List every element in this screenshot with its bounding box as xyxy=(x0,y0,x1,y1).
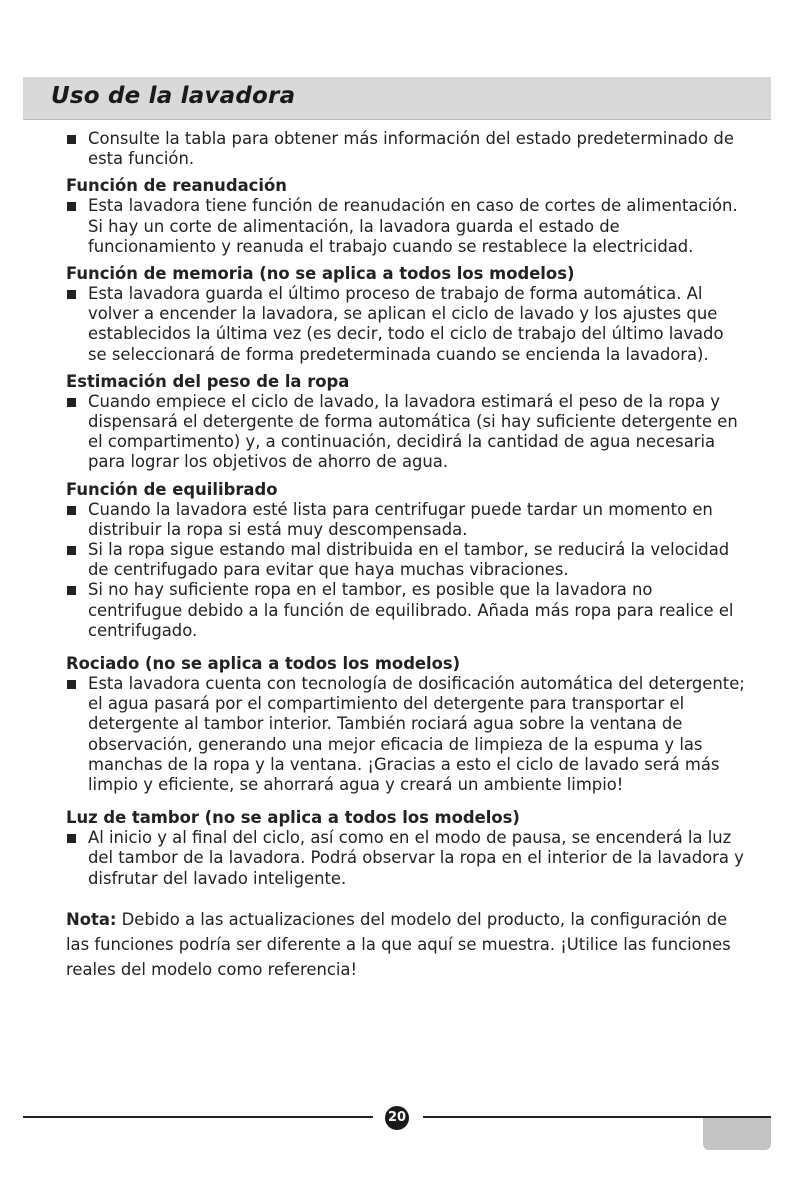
list-item: Si la ropa sigue estando mal distribuida en el tambor, se reducirá la velocidad de centrifugado para evitar que haya muchas vibraciones. xyxy=(66,540,746,580)
section-weight-estimation xyxy=(66,371,746,473)
section-balance-function xyxy=(66,479,746,641)
list-item: Esta lavadora tiene función de reanudación en caso de cortes de alimentación. Si hay un corte de alimentación, la lavadora guarda el estado de funcionamiento y reanuda el trabajo cuando se restablece la electricidad. xyxy=(66,196,746,257)
list-item: Esta lavadora cuenta con tecnología de dosificación automática del detergente; el agua pasará por el compartimiento del detergente para transportar el detergente al tambor interior. También rociará agua sobre la ventana de observación, generando una mejor eficacia de limpieza de la espuma y las manchas de la ropa y la ventana. ¡Gracias a esto el ciclo de lavado será más limpio y eficiente, se ahorrará agua y creará un ambiente limpio! xyxy=(66,674,746,795)
list-item: Cuando empiece el ciclo de lavado, la lavadora estimará el peso de la ropa y dispensará el detergente de forma automática (si hay suficiente detergente en el compartimento) y, a continuación, decidirá la cantidad de agua necesaria para lograr los objetivos de ahorro de agua. xyxy=(66,392,746,473)
section-title: Rociado (no se aplica a todos los modelos) xyxy=(66,654,461,674)
section-title: Función de reanudación xyxy=(66,176,287,196)
page-number: 20 xyxy=(385,1106,409,1130)
note-paragraph xyxy=(66,907,746,982)
content-body xyxy=(66,129,746,998)
section-title: Función de equilibrado xyxy=(66,479,278,499)
list-item: Cuando la lavadora esté lista para centrifugar puede tardar un momento en distribuir la ropa si está muy descompensada. xyxy=(66,500,746,540)
section-title: Estimación del peso de la ropa xyxy=(66,371,350,391)
section-title: Luz de tambor (no se aplica a todos los modelos) xyxy=(66,808,520,828)
intro-list xyxy=(66,129,746,169)
note-text: Debido a las actualizaciones del modelo del producto, la configuración de las funciones podría ser diferente a la que aquí se muestra. ¡Utilice las funciones reales del modelo como referencia! xyxy=(66,909,731,979)
section-spray xyxy=(66,653,746,795)
list-item: Si no hay suficiente ropa en el tambor, es posible que la lavadora no centrifugue debido a la función de equilibrado. Añada más ropa para realice el centrifugado. xyxy=(66,580,746,641)
list-item: Al inicio y al final del ciclo, así como en el modo de pausa, se encenderá la luz del tambor de la lavadora. Podrá observar la ropa en el interior de la lavadora y disfrutar del lavado inteligente. xyxy=(66,828,746,889)
footer-rule-left xyxy=(23,1116,373,1118)
list-item: Esta lavadora guarda el último proceso de trabajo de forma automática. Al volver a encender la lavadora, se aplican el ciclo de lavado y los ajustes que establecidos la última vez (es decir, todo el ciclo de trabajo del último lavado se seleccionará de forma predeterminada cuando se encienda la lavadora). xyxy=(66,284,746,365)
section-title: Función de memoria (no se aplica a todos los modelos) xyxy=(66,264,575,284)
corner-tab xyxy=(703,1118,771,1150)
page-title: Uso de la lavadora xyxy=(51,83,296,109)
section-memory-function xyxy=(66,263,746,365)
section-resume-function xyxy=(66,175,746,257)
section-drum-light xyxy=(66,807,746,889)
intro-item: Consulte la tabla para obtener más información del estado predeterminado de esta función. xyxy=(66,129,746,169)
note-label: Nota: xyxy=(66,909,117,929)
section-header-bar xyxy=(23,77,771,120)
